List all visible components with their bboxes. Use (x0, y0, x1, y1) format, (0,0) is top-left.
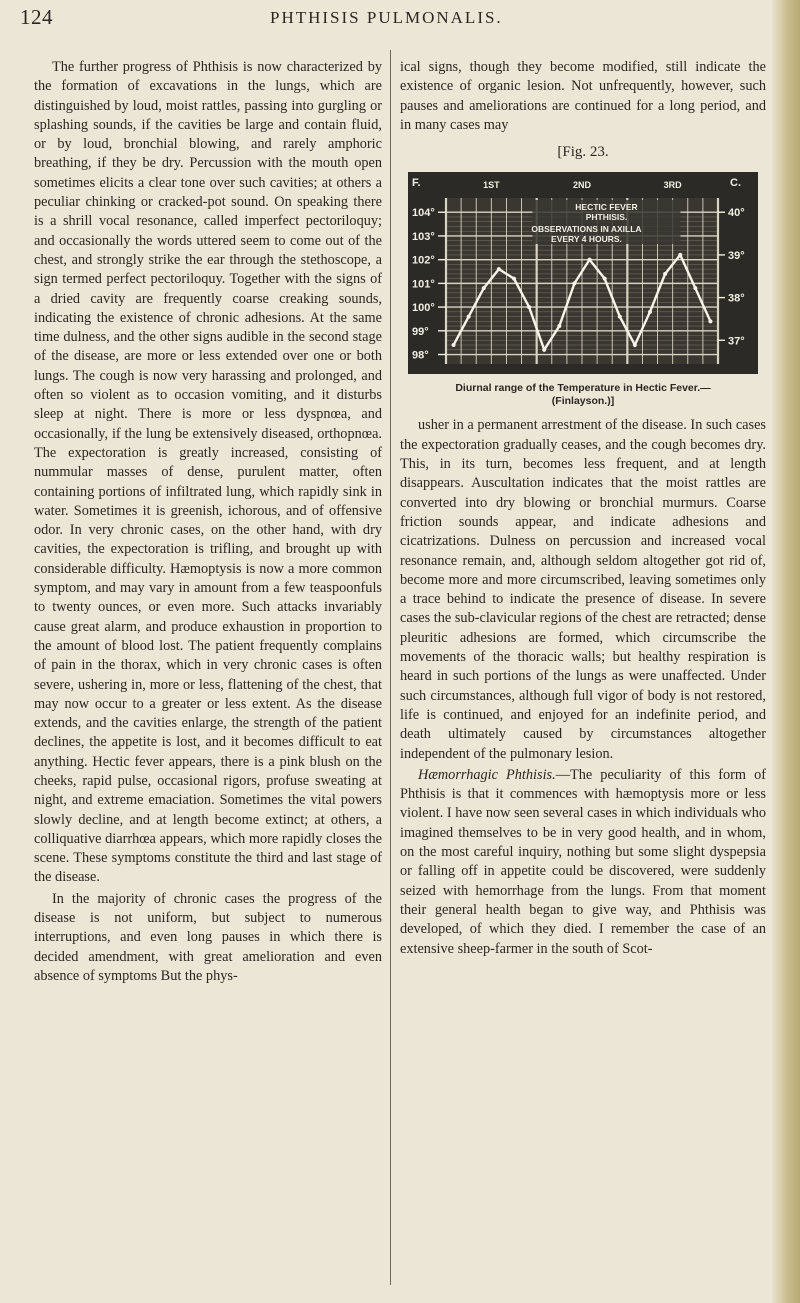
heading-haemorrhagic: Hæmorrhagic Phthisis. (418, 766, 556, 783)
annotation-text: HECTIC FEVER (575, 202, 638, 213)
running-head: PHTHISIS PULMONALIS. (270, 8, 503, 27)
right-column (400, 58, 766, 959)
column-divider (390, 50, 391, 1285)
annotation-text: PHTHISIS. (585, 212, 628, 223)
f-tick-label: 103° (412, 231, 435, 244)
f-scale-title: F. (412, 177, 421, 190)
f-tick-label: 101° (412, 278, 435, 291)
f-tick-label: 98° (412, 349, 429, 362)
temperature-point (527, 306, 531, 310)
paragraph-continuation: ical signs, though they become modified, still indicate the existence of organic lesion. Not unfrequently, however, such pauses and ameliorations are continued for a long period, and in many cases may (400, 59, 766, 133)
day-label: 1ST (483, 180, 500, 191)
c-tick-label: 40° (728, 207, 745, 220)
temperature-point (708, 320, 712, 324)
c-tick-label: 38° (728, 293, 745, 306)
temperature-point (618, 315, 622, 319)
temperature-point (512, 277, 516, 281)
figure-label: [Fig. 23. (557, 144, 609, 161)
page-number: 124 (20, 5, 53, 29)
text-haemorrhagic: —The peculiarity of this form of Phthisis is that it commences with hæmoptysis more or less violent. I have now seen several cases in which individuals who imagined themselves to be in very good health, and in whom, on the most careful inquiry, nothing but some slight dyspepsia or falling off in appetite could be discovered, were suddenly seized with hemorrhage from the lungs. From that moment their general health began to give way, and Phthisis was developed, of which they died. I remember the case of an extensive sheep-farmer in the south of Scot- (400, 766, 766, 957)
caption-main: Diurnal range of the Temperature in Hectic Fever.— (455, 382, 711, 395)
temperature-point (467, 315, 471, 319)
c-tick-label: 39° (728, 250, 745, 263)
temperature-point (678, 253, 682, 257)
caption-credit: (Finlayson.)] (551, 395, 615, 408)
paragraph-chronic-progress: In the majority of chronic cases the progress of the disease is not uniform, but subject to numerous interruptions, and even long pauses in which there is decided amendment, with great amelioration and even absence of symptoms But the phys- (34, 890, 382, 984)
page-edge-shadow (772, 0, 800, 1303)
paragraph-third-stage: The further progress of Phthisis is now characterized by the formation of excavations in the lungs, which are distinguished by loud, moist rattles, passing into gurgling or splashing sounds, if the cavities be large and contain fluid, or by loud, bronchial blowing, and rarely amphoric breathing, if they be dry. Percussion with the mouth open sometimes elicits a clear tone over such cavities; at others a peculiar chinking or cracked-pot sound. On speaking there is a shrill vocal resonance, called imperfect pectoriloquy; and occasionally the words uttered seem to come out of the chest, and strongly strike the ear through the stethoscope, a sign termed perfect pectoriloquy. Together with the signs of a dried cavity are frequently coarse creaking sounds, indicating the existence of chronic adhesions. At the same time dulness, and the other signs audible in the second stage of the disease, are more or less extended over one or both lungs. The cough is now very harassing and prolonged, and often so violent as to occasion vomiting, and it disturbs sleep at night. There is more or less dyspnœa, and occasionally, if the lung be extensively diseased, orthopnœa. The expectoration is greatly increased, consisting of nummular masses of dense, purulent matter, often containing portions of infiltrated lung, which rapidly sink in water. Sometimes it is greenish, ichorous, and of offensive odor. In very chronic cases, on the other hand, with dry cavities, the expectoration is trifling, and brought up with considerable difficulty. Hæmoptysis is now a more common symptom, and may vary in amount from a few teaspoonfuls to twenty ounces, or even more. Such attacks invariably cause great alarm, and produce exhaustion in proportion to the amount of blood lost. The patient frequently complains of pain in the thorax, which in very chronic cases is often severe, ushering in, more or less, flattening of the chest, that may now occur to a greater or less extent. As the disease extends, and the cavities enlarge, the strength of the patient declines, the appetite is lost, and it becomes difficult to eat anything. Hectic fever appears, there is a pink blush on the cheeks, rapid pulse, occasional rigors, profuse sweating at night, and extreme emaciation. Sometimes the vital powers slowly decline, and at length become extinct; at others, a colliquative diarrhœa appears, which more rapidly closes the scene. These symptoms constitute the third and last stage of the disease. (34, 59, 382, 886)
figure-23 (400, 168, 766, 408)
temperature-point (603, 277, 607, 281)
annotation-text: OBSERVATIONS IN AXILLA (531, 224, 642, 235)
temperature-point (633, 344, 637, 348)
temperature-point (663, 272, 667, 276)
figure-caption (400, 382, 766, 408)
temperature-point (542, 348, 546, 352)
f-tick-label: 100° (412, 302, 435, 315)
day-label: 3RD (663, 180, 682, 191)
paragraph-haemorrhagic (400, 766, 766, 959)
f-tick-label: 102° (412, 255, 435, 268)
c-tick-label: 37° (728, 335, 745, 348)
temperature-point (572, 282, 576, 286)
temperature-point (452, 344, 456, 348)
annotation-text: EVERY 4 HOURS. (551, 234, 622, 245)
day-label: 2ND (572, 180, 592, 191)
f-tick-label: 104° (412, 207, 435, 220)
temperature-point (648, 310, 652, 314)
temperature-point (588, 258, 592, 262)
left-column (34, 58, 382, 986)
temperature-point (693, 287, 697, 291)
f-tick-label: 99° (412, 326, 429, 339)
temperature-point (482, 287, 486, 291)
c-scale-title: C. (730, 177, 741, 190)
temperature-chart (400, 168, 766, 378)
temperature-point (557, 325, 561, 329)
paragraph-arrestment: usher in a permanent arrestment of the disease. In such cases the expectoration gradually ceases, and the cough becomes dry. This, in its turn, becomes less frequent, and at length disappears. Auscultation indicates that the moist rattles are converted into dry blowing or bronchial murmurs. Coarse friction sounds appear, and indicate adhesions and cicatrizations. Dulness on percussion and increased vocal resonance remain, and, although seldom altogether got rid of, become more and more circumscribed, leaving sometimes only a trace behind to indicate the presence of disease. In severe cases the sub-clavicular regions of the chest are retracted; dense pleuritic adhesions are formed, which circumscribe the movements of the thoracic walls; but healthy respiration is heard in such portions of the lungs as were unaffected. Under such circumstances, although full vigor of body is not restored, life is continued, and enjoyed for an indefinite period, and death ultimately caused by circumstances altogether independent of the pulmonary lesion. (400, 417, 766, 762)
temperature-point (497, 268, 501, 272)
